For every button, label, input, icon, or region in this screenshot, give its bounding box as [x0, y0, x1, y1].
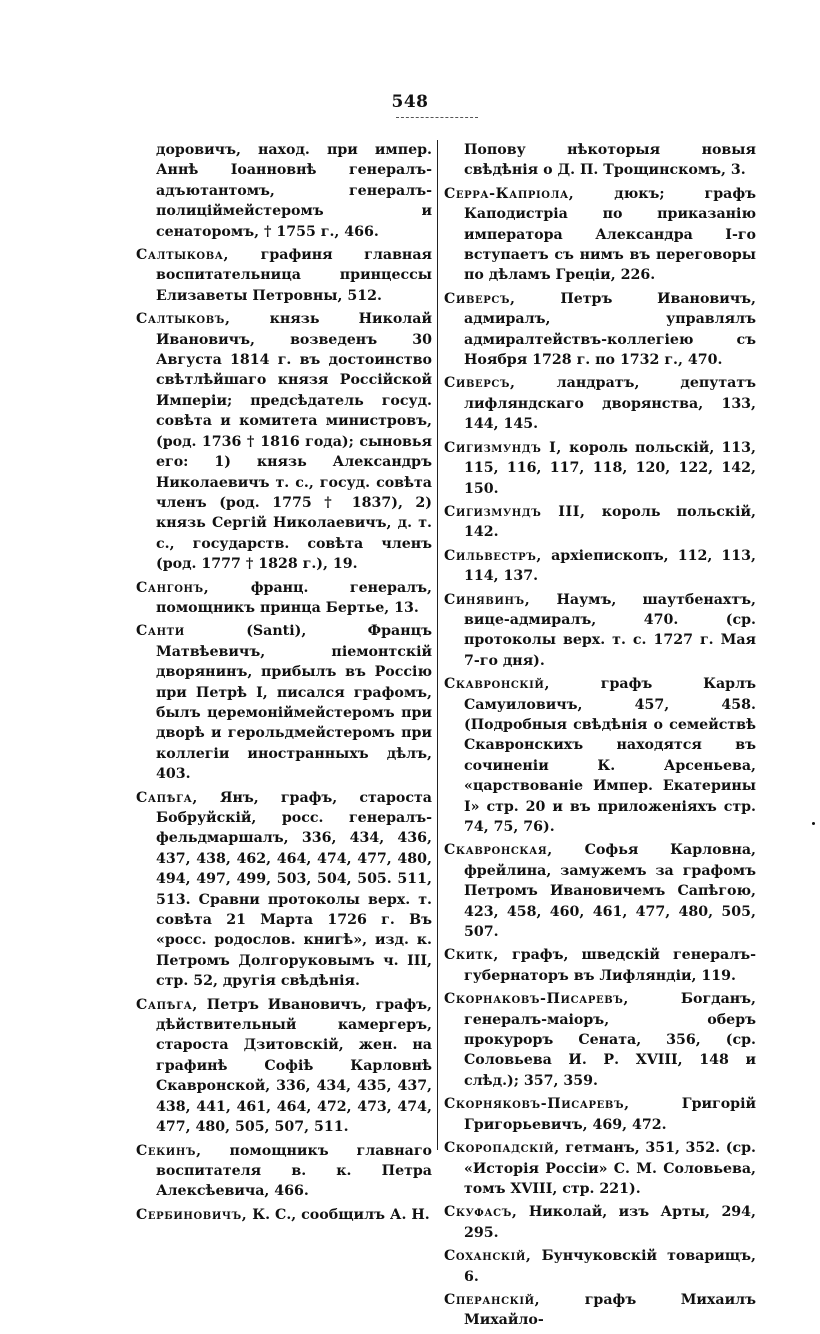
index-entry [444, 140, 756, 181]
page-number: 548 [391, 92, 429, 112]
entry-text: князь Николай Ивановичъ, возведенъ 30 Августа 1814 г. въ достоинство свѣтлѣйшаго князя Россійской Имперіи; предсѣдатель госуд. совѣта и комитета министровъ, (род. 1736 † 1816 года); сыновья его: 1) князь Александръ Николаевичъ т. с., госуд. совѣта членъ (род. 1775 † 1837), 2) князь Сергій Николаевичъ, д. т. с., государств. совѣта членъ (род. 1777 † 1828 г.), 19. [156, 311, 432, 573]
index-entry [444, 502, 756, 543]
entry-headword: Сперанскій, [444, 1291, 541, 1308]
entry-text: Григорій Григорьевичъ, 469, 472. [464, 1096, 756, 1133]
index-entry [444, 1094, 756, 1135]
index-entry [136, 578, 432, 619]
margin-ink-dot [812, 822, 815, 825]
entry-headword: Сапѣга, [136, 996, 198, 1013]
entry-headword: Скавронскій, [444, 676, 550, 693]
index-entry [444, 1138, 756, 1199]
entry-headword: Скавронская, [444, 842, 553, 859]
index-entry [444, 674, 756, 837]
entry-text: архіепископъ, 112, 113, 114, 137. [464, 547, 756, 585]
left-column [136, 140, 432, 1228]
index-entry [444, 945, 756, 986]
entry-text: Петръ Ивановичъ, графъ, дѣйствительный камергеръ, староста Дзитовскій, жен. на графинѣ Софіѣ Карловнѣ Скавронской, 336, 434, 435, 437, 438, 441, 461, 464, 472, 473, 474, 477, 480, 505, 507, 511. [156, 996, 432, 1136]
entry-headword: Скоропадскій, [444, 1140, 560, 1157]
entry-text: дюкъ; графъ Каподистріа по приказанію императора Александра I-го вступаетъ съ нимъ въ переговоры по дѣламъ Греціи, 226. [464, 185, 756, 284]
entry-headword: Соханскій, [444, 1248, 532, 1265]
entry-headword: Скуфасъ, [444, 1204, 518, 1221]
entry-text: Софья Карловна, фрейлина, замужемъ за графомъ Петромъ Ивановичемъ Сапѣгою, 423, 458, 460, 461, 477, 480, 505, 507. [464, 842, 756, 941]
column-divider [437, 140, 438, 1150]
entry-text: Богданъ, генералъ-маіоръ, оберъ прокуроръ Сената, 356, (ср. Соловьева И. Р. XVIII, 148 и слѣд.); 357, 359. [464, 991, 756, 1089]
index-entry [136, 1205, 432, 1225]
entry-headword: Сапѣга, [136, 789, 198, 806]
entry-headword: Сигизмундъ I, [444, 439, 562, 456]
entry-headword: Синявинъ, [444, 591, 531, 608]
entry-text: доровичъ, наход. при импер. Аннѣ Іоанновнѣ генералъ-адъютантомъ, генералъ-полицiймейстеромъ и сенаторомъ, † 1755 г., 466. [156, 142, 432, 240]
entry-headword: Сильвестръ, [444, 547, 542, 564]
entry-headword: Серра-Капріола, [444, 185, 575, 202]
entry-text: Попову нѣкоторыя новыя свѣдѣнія о Д. П. Трощинскомъ, 3. [464, 142, 756, 179]
entry-headword: Салтыкова, [136, 247, 230, 264]
index-entry [444, 373, 756, 434]
entry-text: Петръ Ивановичъ, адмиралъ, управлялъ адмиралтействъ-коллегіею съ Ноября 1728 г. по 1732 г., 470. [464, 290, 756, 369]
entry-text: король польскій, 142. [464, 503, 756, 541]
index-entry [444, 438, 756, 499]
entry-headword: Секинъ, [136, 1142, 202, 1159]
entry-headword: Сербиновичъ, [136, 1206, 248, 1223]
index-entry [136, 140, 432, 242]
entry-headword: Сангонъ, [136, 579, 210, 596]
entry-text: К. С., сообщилъ А. Н. [247, 1206, 430, 1223]
index-entry [444, 1202, 756, 1243]
index-entry [136, 309, 432, 574]
index-entry [136, 1141, 432, 1202]
entry-text: Наумъ, шаутбенахтъ, вице-адмиралъ, 470. (ср. протоколы верх. т. с. 1727 г. Мая 7-го дня). [464, 591, 756, 669]
index-entry [444, 590, 756, 672]
entry-headword: Санти [136, 623, 185, 640]
right-column [444, 140, 756, 1334]
entry-text: гетманъ, 351, 352. (ср. «Исторія Россіи» С. М. Соловьева, томъ XVIII, стр. 221). [464, 1140, 756, 1197]
entry-headword: Салтыковъ, [136, 311, 231, 328]
entry-text: (Santi), Францъ Матвѣевичъ, піемонтскій дворянинъ, прибылъ въ Россію при Петрѣ I, писался графомъ, былъ церемоніймейстеромъ при дворѣ и герольдмейстеромъ при коллегіи иностранныхъ дѣлъ, 403. [156, 623, 432, 783]
entry-text: графъ Карлъ Самуиловичъ, 457, 458. (Подробныя свѣдѣнія о семействѣ Скавронскихъ находятся въ сочиненіи К. Арсеньева, «царствованіе Импер. Екатерины I» стр. 20 и въ приложеніяхъ стр. 74, 75, 76). [464, 676, 756, 835]
entry-text: ландратъ, депутатъ лифляндскаго дворянства, 133, 144, 145. [464, 375, 756, 433]
entry-headword: Сиверсъ, [444, 375, 516, 392]
index-entry [444, 989, 756, 1091]
entry-headword: Скорнаковъ-Писаревъ, [444, 991, 629, 1008]
index-entry [136, 995, 432, 1138]
index-entry [444, 289, 756, 371]
index-entry [444, 840, 756, 942]
index-entry [444, 1290, 756, 1331]
index-entry [444, 184, 756, 286]
page-number-rule [396, 117, 478, 118]
entry-headword: Скитк, [444, 947, 499, 964]
entry-text: Бунчуковскій товарищъ, 6. [464, 1248, 756, 1285]
index-entry [136, 245, 432, 306]
entry-headword: Сигизмундъ III, [444, 503, 586, 520]
entry-text: помощникъ главнаго воспитателя в. к. Петра Алексѣевича, 466. [156, 1142, 432, 1200]
entry-text: Николай, изъ Арты, 294, 295. [464, 1204, 756, 1241]
entry-text: король польскій, 113, 115, 116, 117, 118, 120, 122, 142, 150. [464, 439, 756, 497]
entry-text: Янъ, графъ, староста Бобруйскій, росс. генералъ-фельдмаршалъ, 336, 434, 436, 437, 438, 462, 464, 474, 477, 480, 494, 497, 499, 503, 504, 505. 511, 513. Сравни протоколы верх. т. совѣта 21 Марта 1726 г. Въ «росс. родослов. книгѣ», изд. к. Петромъ Долгоруковымъ ч. III, стр. 52, другія свѣдѣнія. [156, 789, 432, 990]
entry-text: франц. генералъ, помощникъ принца Бертье, 13. [156, 579, 432, 616]
entry-headword: Сиверсъ, [444, 290, 516, 307]
entry-text: графъ, шведскій генералъ-губернаторъ въ Лифляндіи, 119. [464, 947, 756, 984]
index-entry [136, 621, 432, 784]
index-entry [136, 788, 432, 992]
index-entry [444, 546, 756, 587]
entry-headword: Скорняковъ-Писаревъ, [444, 1096, 630, 1113]
entry-text: графъ Михаилъ Михайло- [464, 1291, 756, 1329]
index-entry [444, 1246, 756, 1287]
entry-text: графиня главная воспитательница принцессы Елизаветы Петровны, 512. [156, 247, 432, 304]
